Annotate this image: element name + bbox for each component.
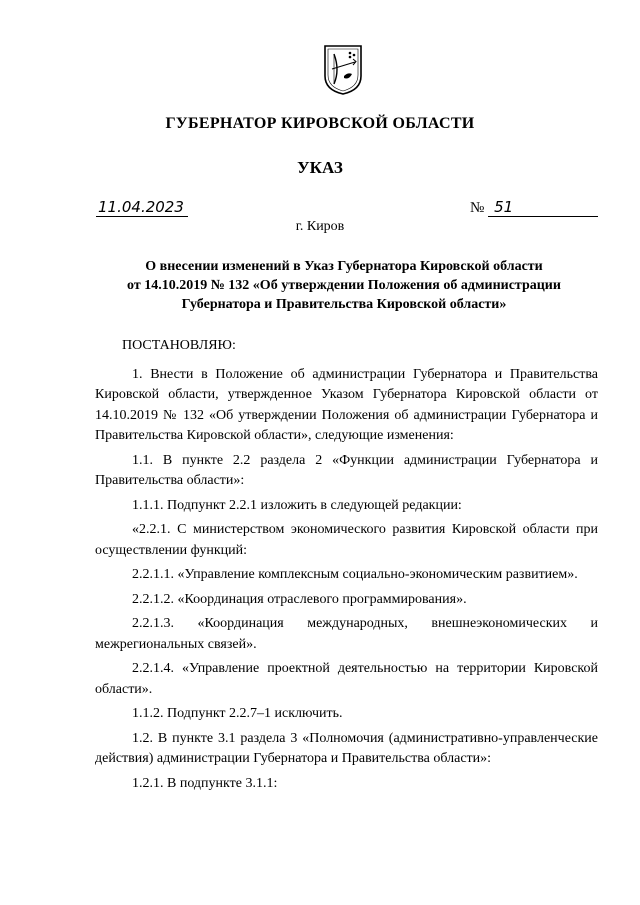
subject-line: от 14.10.2019 № 132 «Об утверждении Положения об администрации — [127, 278, 561, 293]
paragraph: 1. Внести в Положение об администрации Губернатора и Правительства Кировской области, утвержденное Указом Губернатора Кировской области от 14.10.2019 № 132 «Об утверждении Положения об администрации Губернатора и Правительства Кировской области», следующие изменения: — [95, 366, 598, 443]
subject-line: Губернатора и Правительства Кировской области» — [181, 297, 507, 312]
paragraph: 1.1.2. Подпункт 2.2.7–1 исключить. — [132, 706, 343, 721]
number-value: 51 — [488, 198, 598, 217]
number-label: № — [470, 200, 485, 216]
paragraph: 1.1.1. Подпункт 2.2.1 изложить в следующей редакции: — [132, 497, 462, 513]
city: г. Киров — [295, 219, 345, 234]
document-date: 11.04.2023 — [96, 198, 188, 217]
paragraph: 1.2.1. В подпункте 3.1.1: — [132, 775, 278, 791]
paragraph: 2.2.1.2. «Координация отраслевого программирования». — [132, 591, 467, 607]
paragraph: 2.2.1.1. «Управление комплексным социально-экономическим развитием». — [132, 567, 578, 582]
decree-word: ПОСТАНОВЛЯЮ: — [122, 338, 236, 353]
paragraph: 1.2. В пункте 3.1 раздела 3 «Полномочия (административно-управленческие действия) администрации Губернатора и Правительства области»: — [95, 730, 598, 766]
authority-title: ГУБЕРНАТОР КИРОВСКОЙ ОБЛАСТИ — [165, 115, 475, 132]
document-subject — [90, 257, 598, 314]
paragraph: «2.2.1. С министерством экономического развития Кировской области при осуществлении функций: — [95, 522, 598, 558]
document-type: УКАЗ — [297, 158, 343, 177]
paragraph: 2.2.1.3. «Координация международных, внешнеэкономических и межрегиональных связей». — [95, 616, 598, 652]
coat-of-arms-icon — [322, 42, 364, 96]
document-number — [470, 198, 598, 217]
paragraph: 1.1. В пункте 2.2 раздела 2 «Функции администрации Губернатора и Правительства области»: — [95, 452, 598, 488]
paragraph: 2.2.1.4. «Управление проектной деятельностью на территории Кировской области». — [95, 661, 598, 697]
document-body — [95, 336, 598, 798]
subject-line: О внесении изменений в Указ Губернатора Кировской области — [145, 259, 543, 274]
